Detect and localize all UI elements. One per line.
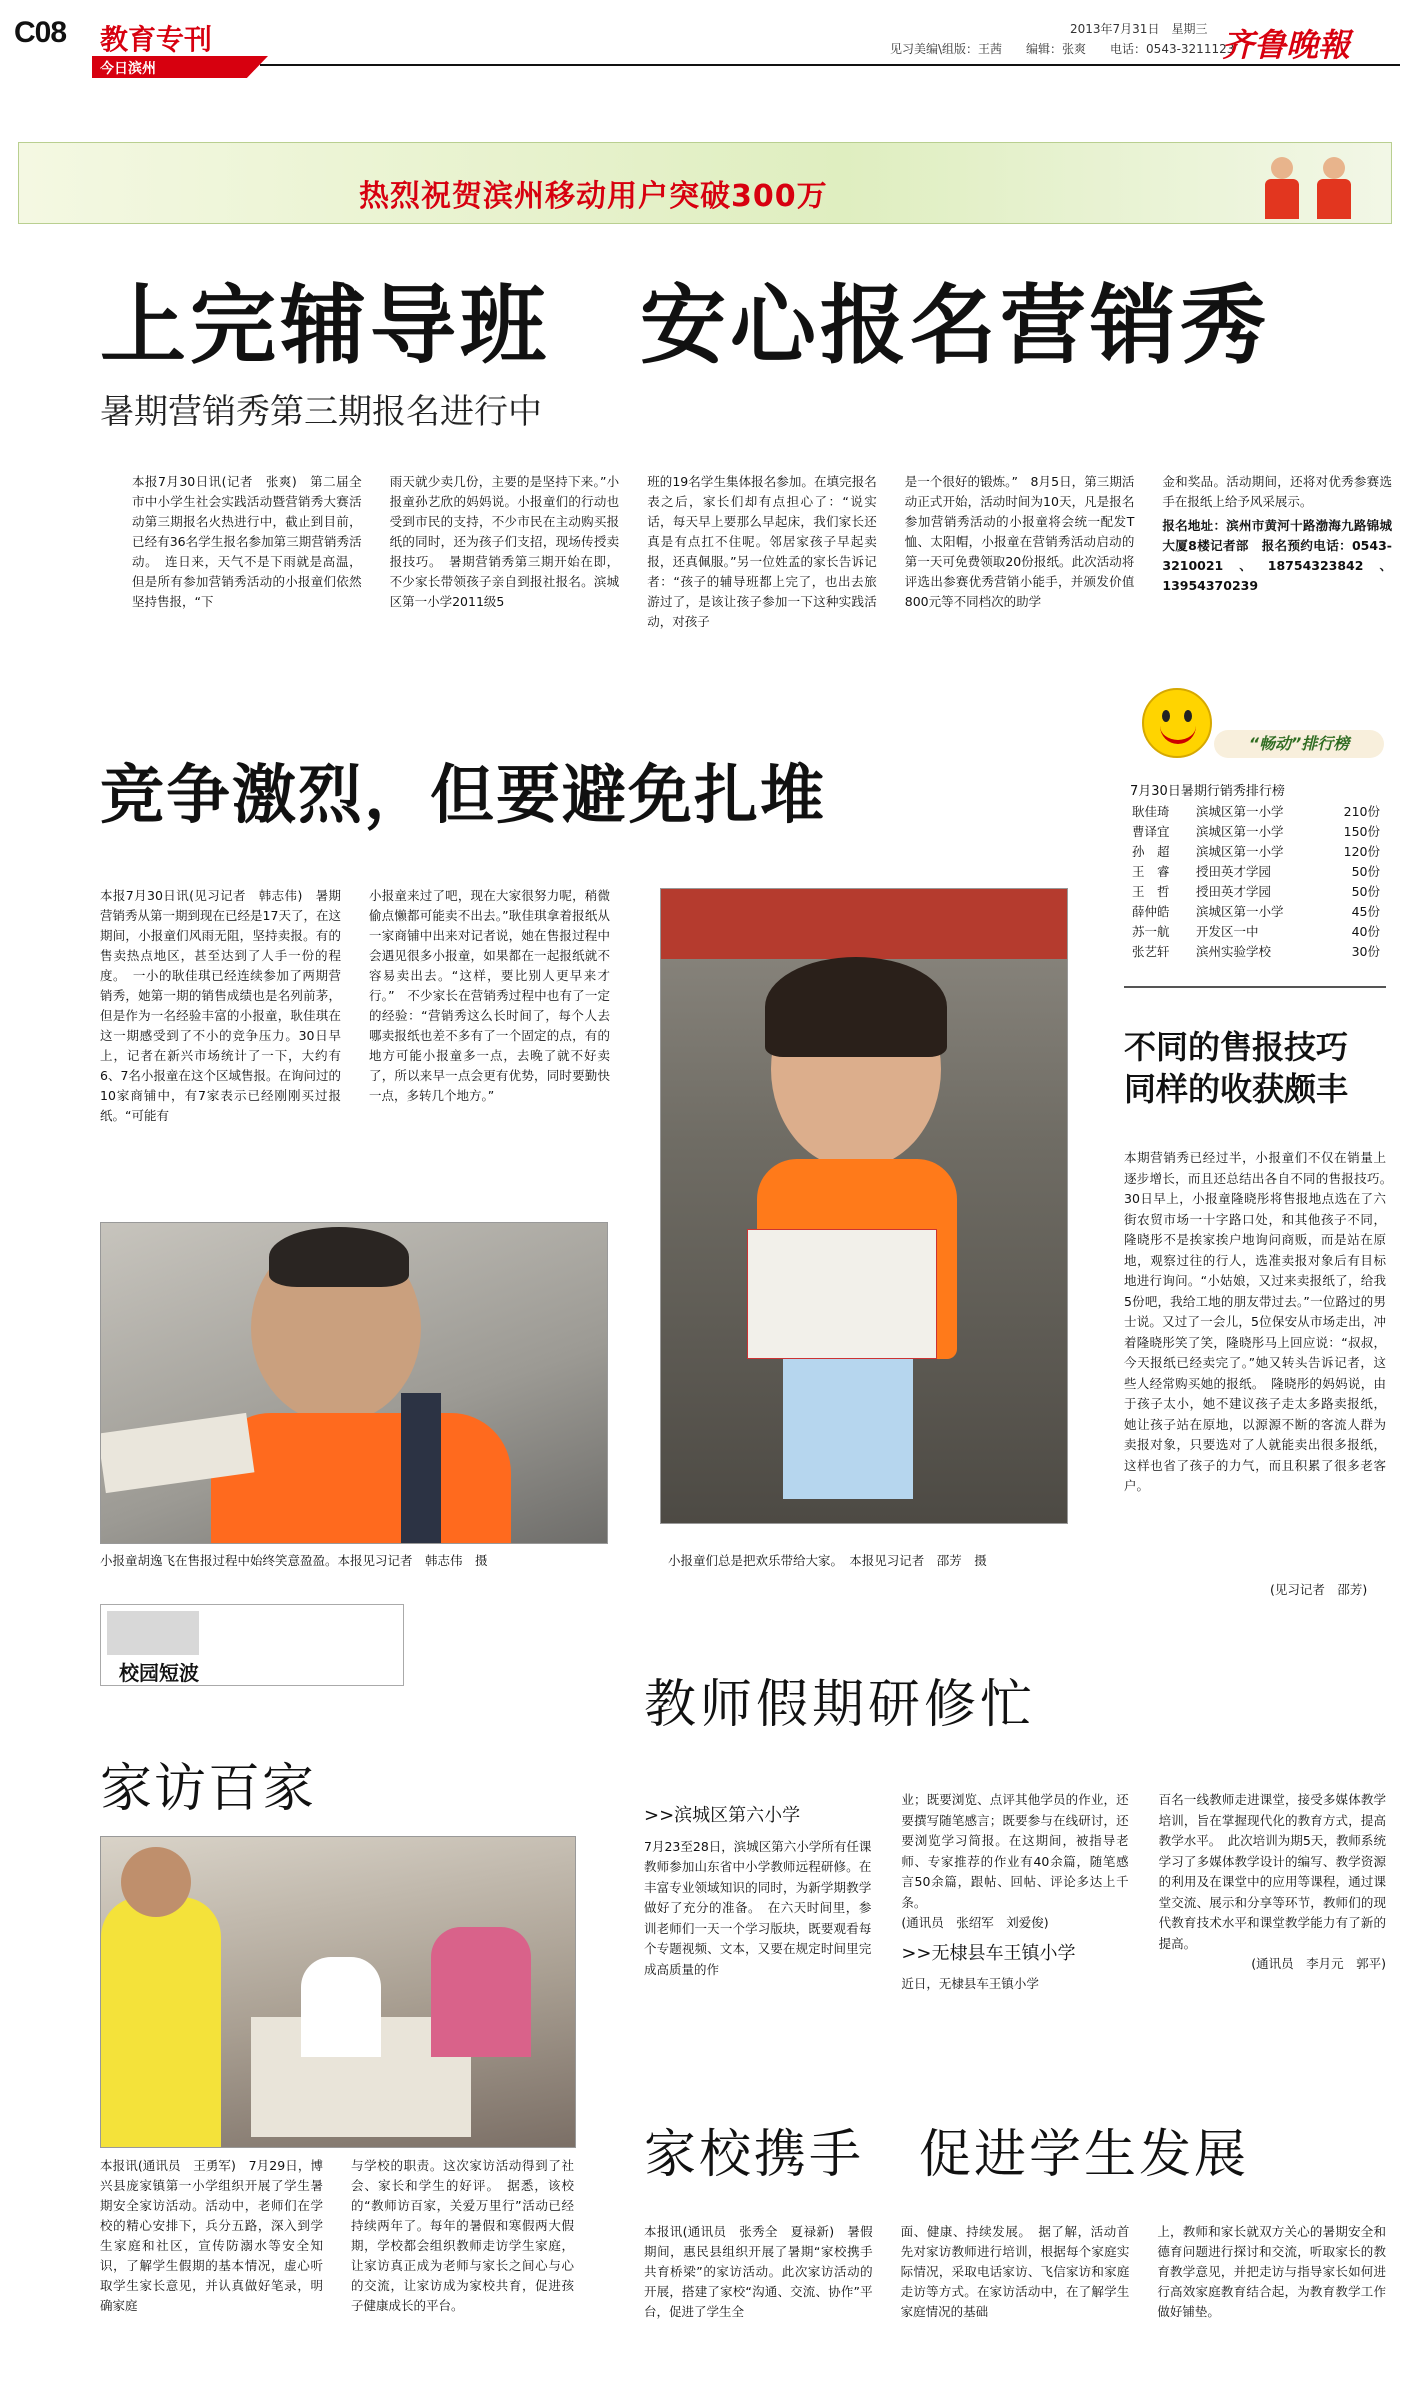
ranking-row: 曹译宜 滨城区第一小学 150份	[1132, 824, 1380, 839]
ranking-box	[1124, 700, 1386, 990]
article6-col2: 面、健康、持续发展。 据了解，活动首先对家访教师进行培训，根据每个家庭实际情况，采取电话家访、飞信家访和家庭走访等方式。在家访活动中，在了解学生家庭情况的基础	[900, 2224, 1130, 2319]
article2-body	[100, 886, 610, 1126]
campus-label-text: 校园短波	[119, 1661, 199, 1685]
article6-body	[644, 2222, 1386, 2322]
page-header	[0, 0, 1409, 77]
article2-headline: 竞争激烈，但要避免扎堆	[100, 759, 826, 833]
article1-col3: 班的19名学生集体报名参加。在填完报名表之后，家长们却有点担心了：“说实话，每天早上要那么早起床，我们家长还真是有点扛不住呢。邻居家孩子早起卖报，还真佩服。”另一位姓孟的家长告诉记者：“孩子的辅导班都上完了，也出去旅游过了，是该让孩子参加一下这种实践活动，对孩子	[647, 474, 877, 629]
ranking-list	[1132, 802, 1380, 962]
ranking-row: 薛仲皓 滨城区第一小学 45份	[1132, 904, 1380, 919]
editors-line: 见习美编\组版：王茜 编辑：张爽 电话：0543-3211123	[890, 42, 1235, 56]
ranking-row: 孙 超 滨城区第一小学 120份	[1132, 844, 1380, 859]
article2-col1: 本报7月30日讯(见习记者 韩志伟) 暑期营销秀从第一期到现在已经是17天了，在这期间，小报童们风雨无阻，坚持卖报。有的售卖热点地区，甚至达到了人手一份的程度。 一小的耿佳琪已经连续参加了两期营销秀，她第一期的销售成绩也是名列前茅，但是作为一名经验丰富的小报童，耿佳琪在这一期感受到了不小的竞争压力。30日早上，记者在新兴市场统计了一下，大约有6、7名小报童在这个区域售报。在询问过的10家商铺中，有7家表示已经刚刚买过报纸。“可能有	[100, 888, 341, 1123]
article5-col2-a: 业；既要浏览、点评其他学员的作业，还要撰写随笔感言；既要参与在线研讨，还要浏览学习简报。在这期间，被指导老师、专家推荐的作业有40余篇，随笔感言50余篇，跟帖、回帖、评论多达上千条。	[901, 1792, 1129, 1910]
ranking-row: 王 睿 授田英才学园 50份	[1132, 864, 1380, 879]
ranking-row: 王 哲 授田英才学园 50份	[1132, 884, 1380, 899]
article5-col2-byline: (通讯员 张绍军 刘爱俊)	[901, 1915, 1049, 1930]
article1-signup-info: 报名地址：滨州市黄河十路渤海九路锦城大厦8楼记者部 报名预约电话：0543-3210021、18754323842、13954370239	[1162, 518, 1392, 593]
page-code: C08	[14, 16, 67, 49]
article1-body	[132, 472, 1392, 632]
article1-headline: 上完辅导班 安心报名营销秀	[100, 276, 1270, 376]
photo-boy-newsboy	[100, 1222, 608, 1544]
article5-headline: 教师假期研修忙	[644, 1675, 1037, 1735]
ranking-row: 耿佳琦 滨城区第一小学 210份	[1132, 804, 1380, 819]
ranking-title: 7月30日暑期行销秀排行榜	[1130, 784, 1285, 799]
article3-byline: (见习记者 邵芳)	[1270, 1582, 1368, 1597]
article5-col3: 百名一线教师走进课堂，接受多媒体教学培训，旨在掌握现代化的教育方式，提高教学水平。 此次培训为期5天，教师系统学习了多媒体教学设计的编写、教学资源的利用及在课堂中的应用等课程，通过课堂交流、展示和分享等环节，教师们的现代教育技术水平和课堂教学能力有了新的提高。	[1158, 1792, 1386, 1951]
article3-headline-line1: 不同的售报技巧	[1124, 1028, 1349, 1066]
article5-col3-byline: (通讯员 李月元 郭平)	[1251, 1956, 1386, 1971]
article4-headline: 家访百家	[100, 1759, 317, 1819]
ranking-bottom-rule	[1124, 986, 1386, 988]
photo-girl-newsboy	[660, 888, 1068, 1524]
photo-home-visit	[100, 1836, 576, 2148]
caption-photo2: 小报童们总是把欢乐带给大家。 本报见习记者 邵芳 摄	[668, 1553, 987, 1568]
article4-body	[100, 2156, 574, 2316]
article5-col2-b: 近日，无棣县车王镇小学	[901, 1976, 1039, 1991]
article1-col5-a: 金和奖品。活动期间，还将对优秀参赛选手在报纸上给予风采展示。	[1162, 474, 1392, 509]
article1-subhead: 暑期营销秀第三期报名进行中	[100, 392, 542, 432]
subsection-title: 今日滨州	[100, 61, 156, 77]
article1-col2: 雨天就少卖几份，主要的是坚持下来。”小报童孙艺欣的妈妈说。小报童们的行动也受到市民的支持，不少市民在主动购买报纸的同时，还为孩子们支招，现场传授卖报技巧。 暑期营销秀第三期开始在即，不少家长带领孩子亲自到报社报名。滨城区第一小学2011级5	[389, 474, 620, 609]
brand-logo: 齐鲁晚報	[1222, 26, 1351, 64]
ranking-badge: “畅动”排行榜	[1214, 730, 1384, 758]
banner-text: 热烈祝贺滨州移动用户突破300万	[359, 179, 828, 214]
ranking-row: 张艺轩 滨州实验学校 30份	[1132, 944, 1380, 959]
article6-headline: 家校携手 促进学生发展	[644, 2125, 1250, 2185]
banner-figures	[1261, 149, 1371, 221]
article4-col1: 本报讯(通讯员 王勇军) 7月29日，博兴县庞家镇第一小学组织开展了学生暑期安全家访活动。活动中，老师们在学校的精心安排下，兵分五路，深入到学生家庭和社区，宣传防溺水等安全知识，了解学生假期的基本情况，虚心听取学生家长意见，并认真做好笔录，明确家庭	[100, 2158, 323, 2313]
article6-col3: 上，教师和家长就双方关心的暑期安全和德育问题进行探讨和交流，听取家长的教育教学意见，并把走访与指导家长如何进行高效家庭教育结合起，为教育教学工作做好铺垫。	[1157, 2224, 1387, 2319]
ad-banner[interactable]	[18, 142, 1392, 224]
caption-photo1: 小报童胡逸飞在售报过程中始终笑意盈盈。本报见习记者 韩志伟 摄	[100, 1553, 488, 1568]
article1-col4: 是一个很好的锻炼。” 8月5日，第三期活动正式开始，活动时间为10天，凡是报名参加营销秀活动的小报童将会统一配发T恤、太阳帽，小报童在营销秀活动启动的第一天可免费领取20份报纸。此次活动将评选出参赛优秀营销小能手，并颁发价值800元等不同档次的助学	[904, 474, 1135, 609]
article4-col2: 与学校的职责。这次家访活动得到了社会、家长和学生的好评。 据悉，该校的“教师访百家，关爱万里行”活动已经持续两年了。每年的暑假和寒假两大假期，学校都会组织教师走访学生家庭，让家访真正成为老师与家长之间心与心的交流，让家访成为家校共育，促进孩子健康成长的平台。	[351, 2158, 574, 2313]
article5-col1: 7月23至28日，滨城区第六小学所有任课教师参加山东省中小学教师远程研修。在丰富专业领域知识的同时，为新学期教学做好了充分的准备。 在六天时间里，参训老师们一天一个学习版块，既要观看每个专题视频、文本，又要在规定时间里完成高质量的作	[644, 1838, 872, 1977]
campus-news-label	[100, 1604, 404, 1686]
article5-subhead2: >>无棣县车王镇小学	[901, 1942, 1076, 1964]
issue-date: 2013年7月31日 星期三	[1070, 22, 1208, 36]
article3-headline-line2: 同样的收获颇丰	[1124, 1070, 1349, 1108]
article1-col1: 本报7月30日讯(记者 张爽) 第二届全市中小学生社会实践活动暨营销秀大赛活动第三期报名火热进行中，截止到目前，已经有36名学生报名参加第三期营销秀活动。 连日来，天气不是下雨就是高温，但是所有参加营销秀活动的小报童们依然坚持售报，“下	[132, 474, 362, 609]
article2-col2: 小报童来过了吧，现在大家很努力呢，稍微偷点懒都可能卖不出去。”耿佳琪拿着报纸从一家商铺中出来对记者说，她在售报过程中会遇见很多小报童，如果都在一起报纸就不容易卖出去。“这样，要比别人更早来才行。” 不少家长在营销秀过程中也有了一定的经验：“营销秀这么长时间了，每个人去哪卖报纸也差不多有了一个固定的点，有的地方可能小报童多一点，去晚了就不好卖了，所以来早一点会更有优势，同时要勤快一点，多转几个地方。”	[369, 888, 610, 1103]
smiley-icon	[1142, 688, 1212, 758]
article5-subhead1: >>滨城区第六小学	[644, 1805, 801, 1826]
article6-col1: 本报讯(通讯员 张秀全 夏禄新) 暑假期间，惠民县组织开展了暑期“家校携手共育桥梁”的家访活动。此次家访活动的开展，搭建了家校“沟通、交流、协作”平台，促进了学生全	[644, 2224, 873, 2319]
article3-body: 本期营销秀已经过半，小报童们不仅在销量上逐步增长，而且还总结出各自不同的售报技巧。 30日早上，小报童隆晓彤将售报地点选在了六街农贸市场一十字路口处，和其他孩子不同，隆晓彤不是挨家挨户地询问商贩，而是站在原地，观察过往的行人，选准卖报对象后有目标地进行询问。“小姑娘，又过来卖报纸了，给我5份吧，我给工地的朋友带过去。”一位路过的男士说。又过了一会儿，5位保安从市场走出，冲着隆晓彤笑了笑，隆晓彤马上回应说：“叔叔，今天报纸已经卖完了。”她又转头告诉记者，这些人经常购买她的报纸。 隆晓彤的妈妈说，由于孩子太小，她不建议孩子走太多路卖报纸，她让孩子站在原地，以源源不断的客流人群为卖报对象，只要选对了人就能卖出很多报纸，这样也省了孩子的力气，而且积累了很多老客户。	[1124, 1150, 1399, 1493]
ranking-row: 苏一航 开发区一中 40份	[1132, 924, 1380, 939]
article5-body	[644, 1792, 1386, 1995]
section-title: 教育专刊	[100, 23, 213, 56]
